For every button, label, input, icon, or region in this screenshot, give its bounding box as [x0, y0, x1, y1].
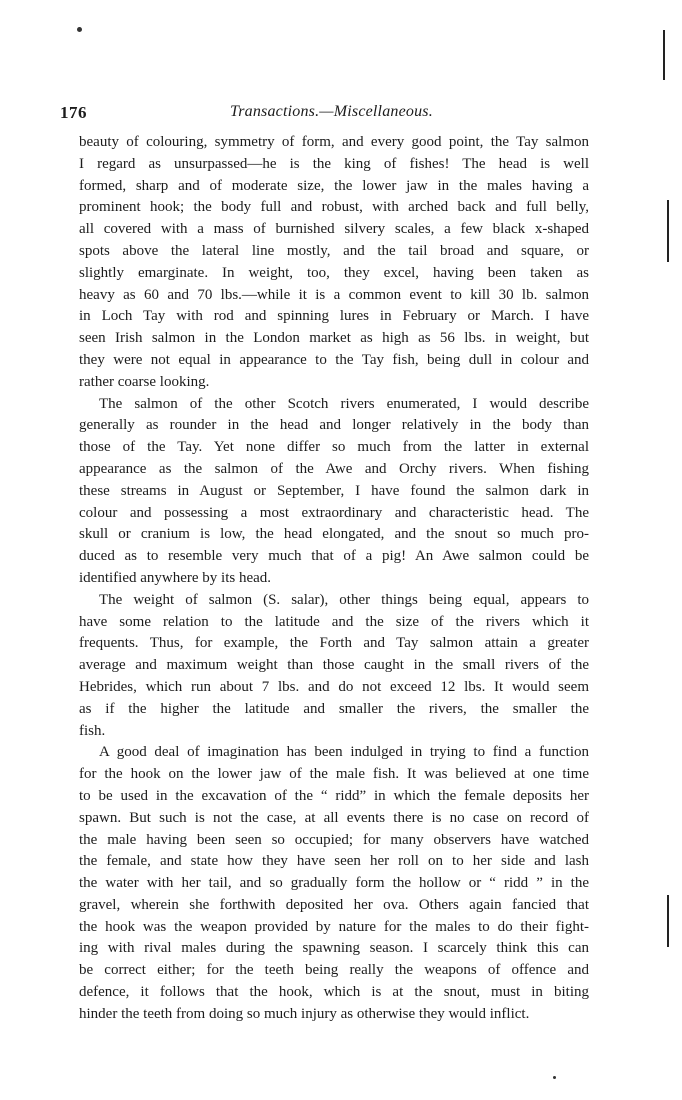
- text-line: spawn. But such is not the case, at all events there is no case on record of: [79, 809, 589, 826]
- text-line: The salmon of the other Scotch rivers enumerated, I would describe: [99, 395, 589, 412]
- margin-mark: [667, 895, 669, 947]
- text-line: the hook was the weapon provided by nature for the males to do their fight-: [79, 918, 589, 935]
- text-line: beauty of colouring, symmetry of form, and every good point, the Tay salmon: [79, 134, 589, 150]
- text-line: those of the Tay. Yet none differ so much from the latter in external: [79, 439, 589, 456]
- text-line: identified anywhere by its head.: [79, 569, 272, 586]
- margin-mark: [663, 30, 665, 80]
- page-number: 176: [60, 103, 87, 122]
- text-line: appearance as the salmon of the Awe and Orchy rivers. When fishing: [79, 460, 589, 477]
- text-line: A good deal of imagination has been indulged in trying to find a function: [99, 744, 589, 761]
- text-line: The weight of salmon (S. salar), other things being equal, appears to: [99, 591, 589, 608]
- text-line: in Loch Tay with rod and spinning lures in February or March. I have: [79, 308, 589, 325]
- paragraph: [79, 742, 589, 1025]
- text-line: defence, it follows that the hook, which is at the snout, must in biting: [79, 984, 589, 1001]
- text-line: prominent hook; the body full and robust, with arched back and full belly,: [79, 199, 589, 216]
- text-line: heavy as 60 and 70 lbs.—while it is a common event to kill 30 lb. salmon: [79, 286, 589, 303]
- text-line: Hebrides, which run about 7 lbs. and do not exceed 12 lbs. It would seem: [79, 678, 589, 695]
- scan-speck: [77, 27, 82, 32]
- text-line: duced as to resemble very much that of a pig! An Awe salmon could be: [79, 548, 589, 565]
- text-line: all covered with a mass of burnished silvery scales, a few black x-shaped: [79, 221, 589, 238]
- text-line: be correct either; for the teeth being really the weapons of offence and: [79, 962, 589, 979]
- text-line: hinder the teeth from doing so much injury as otherwise they would inflict.: [79, 1005, 530, 1022]
- text-line: I regard as unsurpassed—he is the king of fishes! The head is well: [79, 155, 589, 172]
- paragraph: [79, 132, 589, 394]
- paragraph: [79, 394, 589, 590]
- page-header: [60, 103, 600, 125]
- body-text: [79, 132, 589, 1026]
- text-line: to be used in the excavation of the “ ridd” in which the female deposits her: [79, 787, 589, 804]
- text-line: ing with rival males during the spawning season. I scarcely think this can: [79, 940, 589, 957]
- text-line: for the hook on the lower jaw of the male fish. It was believed at one time: [79, 766, 589, 783]
- text-line: spots above the lateral line mostly, and the tail broad and square, or: [79, 242, 589, 259]
- margin-mark: [667, 200, 669, 262]
- text-line: have some relation to the latitude and the size of the rivers which it: [79, 613, 589, 630]
- text-line: rather coarse looking.: [79, 373, 210, 390]
- text-line: frequents. Thus, for example, the Forth and Tay salmon attain a greater: [79, 635, 589, 652]
- text-line: as if the higher the latitude and smaller the rivers, the smaller the: [79, 700, 589, 717]
- scan-speck: [553, 1076, 556, 1079]
- text-line: generally as rounder in the head and longer relatively in the body than: [79, 417, 589, 434]
- text-line: the water with her tail, and so gradually form the hollow or “ ridd ” in the: [79, 875, 589, 892]
- text-line: colour and possessing a most extraordinary and characteristic head. The: [79, 504, 589, 521]
- text-line: average and maximum weight than those caught in the small rivers of the: [79, 657, 589, 674]
- text-line: the male having been seen so occupied; for many observers have watched: [79, 831, 589, 848]
- text-line: slightly emarginate. In weight, too, they excel, having been taken as: [79, 264, 589, 281]
- text-line: these streams in August or September, I have found the salmon dark in: [79, 482, 589, 499]
- running-head: Transactions.—Miscellaneous.: [230, 103, 433, 120]
- text-line: fish.: [79, 722, 106, 739]
- text-line: gravel, wherein she forthwith deposited her ova. Others again fancied that: [79, 896, 589, 913]
- text-line: formed, sharp and of moderate size, the lower jaw in the males having a: [79, 177, 589, 194]
- text-line: the female, and state how they have seen her roll on to her side and lash: [79, 853, 589, 870]
- paragraph: [79, 590, 589, 743]
- text-line: seen Irish salmon in the London market as high as 56 lbs. in weight, but: [79, 330, 589, 347]
- text-line: skull or cranium is low, the head elongated, and the snout so much pro-: [79, 526, 589, 543]
- text-line: they were not equal in appearance to the Tay fish, being dull in colour and: [79, 351, 589, 368]
